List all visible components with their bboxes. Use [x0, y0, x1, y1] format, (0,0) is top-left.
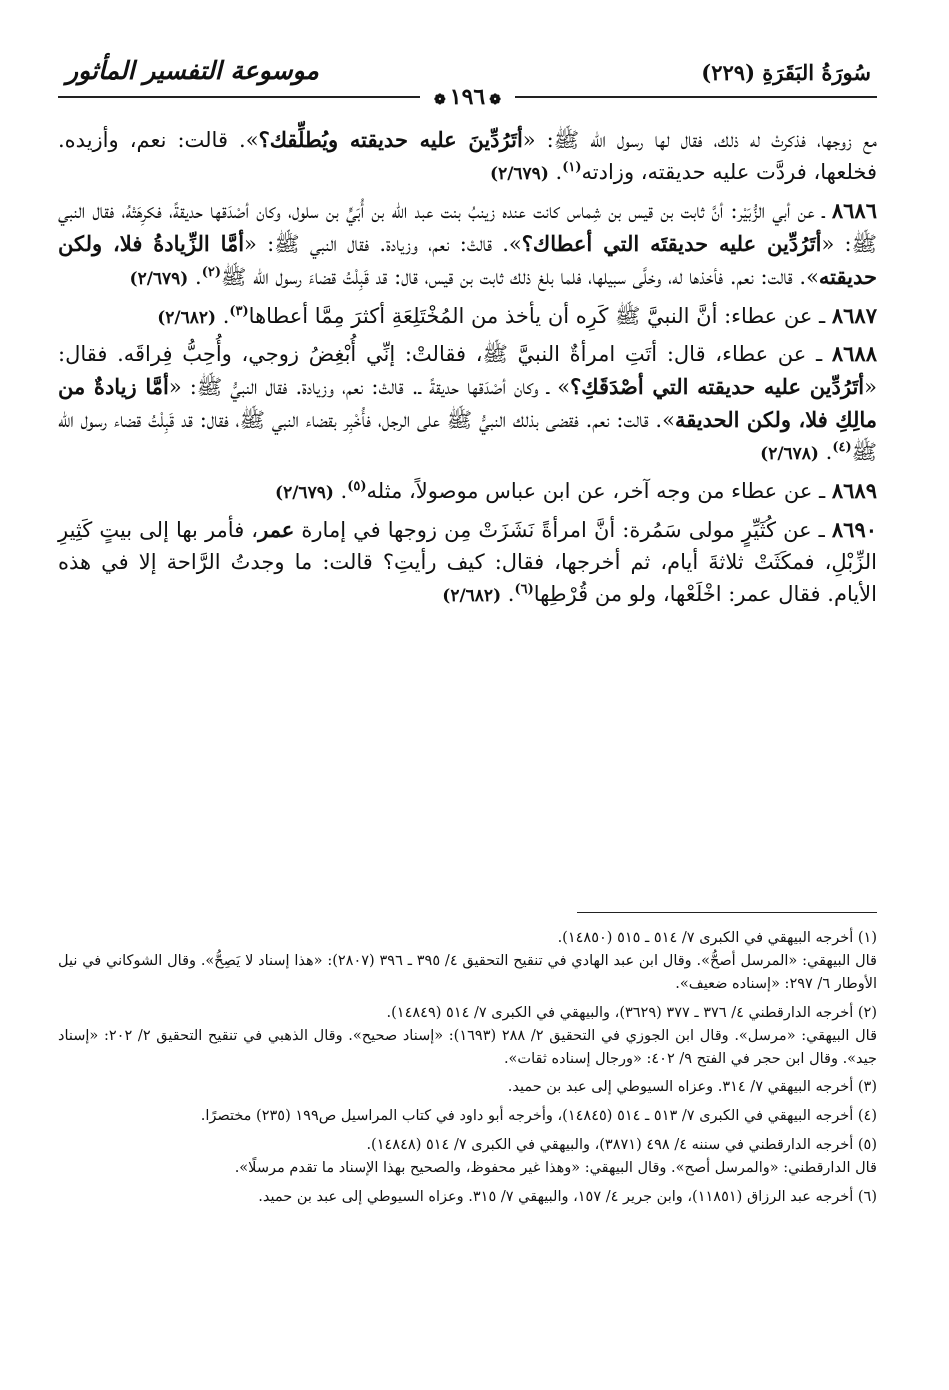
hadith-quote: أمَّا زيادةٌ من مالِكِ فلا، ولكن الحديقة [58, 374, 878, 433]
footnote-line: (٣) أخرجه البيهقي ٧/ ٣١٤. وعزاه السيوطي إلى عبد بن حميد. [507, 1079, 877, 1096]
paragraph-text: . [188, 264, 202, 289]
book-title: موسوعة التفسير المأثور [66, 56, 319, 85]
narration-number: ٨٦٨٦ [831, 197, 877, 223]
paragraph-text: ». قالتْ: نعم، وزيادة. فقال النبي ﷺ: « [244, 231, 522, 256]
page-number-container [58, 84, 877, 110]
footnote-line: (١) أخرجه البيهقي في الكبرى ٧/ ٥١٤ ـ ٥١٥ (١٤٨٥٠). [557, 930, 877, 946]
narration-paragraph [58, 475, 877, 508]
footnote-item [58, 1002, 877, 1071]
paragraph-text: ـ عن أبي الزُّبَيْر: أنَّ ثابت بن قيس بن شِماس كانت عنده زينبُ بنت عبد الله بن أُبَيٍّ بن سلول، وكان أصْدَقها حديقةً، فكرِهَتْهُ، فقال النبي ﷺ: « [58, 198, 878, 256]
cross-reference: (٢/٦٧٩) [129, 268, 189, 289]
footnote-line: قال البيهقي: «المرسل أصحُّ». وقال ابن عبد الهادي في تنقيح التحقيق ٤/ ٣٩٥ ـ ٣٩٦ (٢٨٠٧): «هذا إسناد لا يَصِحُّ». وقال الشوكاني في نيل الأوطار ٦/ ٢٩٧: «إسناده ضعيف». [58, 952, 877, 992]
cross-reference: (٢/٦٧٩) [275, 483, 334, 504]
surah-header: سُورَةُ البَقَرَةِ (٢٢٩) [701, 60, 871, 85]
paragraph-text: ». قالت: نعم، وأزيده. فخلعها، فردَّت عليه حديقته، وزادته [58, 128, 877, 184]
paragraph-text: مع زوجها، فذكرتْ له ذلك، فقال لها رسول الله ﷺ: « [522, 128, 877, 152]
cross-reference: (٢/٦٧٨) [760, 444, 819, 465]
page [58, 50, 877, 1350]
paragraph-text: ». قالت: نعم. فقضى بذلك النبيُّ ﷺ على الرجل، فأُخْبِر بقضاء النبي ﷺ، فقال: قد قَبِلْتُ قضاء رسول الله ﷺ [58, 408, 877, 465]
paragraph-text: ـ عن عطاء من وجه آخر، عن ابن عباس موصولاً، مثله [366, 479, 832, 504]
footnotes-section [58, 912, 877, 1215]
footnote-item [58, 927, 877, 996]
paragraph-text: ». قالت: نعم. فأخذها له، وخلَّى سبيلها، فلما بلغ ذلك ثابت بن قيس، قال: قد قَبِلْتُ قضاءَ رسول الله ﷺ [221, 264, 819, 289]
footnote-line: (٢) أخرجه الدارقطني ٤/ ٣٧٦ ـ ٣٧٧ (٣٦٢٩)، والبيهقي في الكبرى ٧/ ٥١٤ (١٤٨٤٩). [386, 1004, 877, 1021]
footnote-line: (٦) أخرجه عبد الرزاق (١١٨٥١)، وابن جرير ٤/ ١٥٧، والبيهقي ٧/ ٣١٥. وعزاه السيوطي إلى عبد بن حميد. [258, 1189, 877, 1206]
narration-number: ٨٦٩٠ [831, 516, 878, 542]
narration-number: ٨٦٨٩ [831, 478, 877, 504]
page-number: ١٩٦ [449, 84, 486, 110]
hadith-quote: أتَرُدِّين عليه حديقتَه التي أعطاك؟ [521, 230, 822, 256]
footnote-marker: (٣) [229, 303, 249, 319]
footnote-line: (٤) أخرجه البيهقي في الكبرى ٧/ ٥١٣ ـ ٥١٤ (١٤٨٤٥)، وأخرجه أبو داود في كتاب المراسيل ص١٩٩ (٢٣٥) مختصرًا. [200, 1108, 877, 1125]
footnote-item [58, 1134, 877, 1180]
hadith-quote: عمر [258, 516, 295, 542]
hadith-quote: أتَرُدِّين عليه حديقته التي أصْدَقَكِ؟ [570, 374, 865, 400]
paragraph-text: . [548, 159, 563, 184]
narration-paragraph [58, 124, 877, 189]
narration-paragraph [58, 300, 877, 333]
footnote-item [58, 1186, 877, 1209]
footnote-list [58, 927, 877, 1209]
paragraph-text: ـ عن عطاء، قال: أتَتِ امرأةٌ النبيَّ ﷺ، فقالتْ: إنِّي أُبْغِضُ زوجي، وأُحِبُّ فِراقَه. فقال: « [58, 342, 877, 400]
footnote-item [58, 1105, 877, 1128]
main-text [58, 124, 877, 611]
cross-reference: (٢/٦٨٢) [157, 307, 217, 328]
narration-number: ٨٦٨٧ [831, 302, 877, 328]
footnote-marker: (٢) [201, 264, 221, 280]
paragraph-text: . [818, 440, 833, 465]
footnote-item [58, 1076, 877, 1099]
paragraph-text: ـ عن كُثَيِّرٍ مولى سَمُرة: أنَّ امرأةً نَشَزَتْ مِن زوجها في إمارة [294, 517, 832, 542]
footnote-line: قال الدارقطني: «والمرسل أصح». وقال البيهقي: «وهذا غير محفوظ، والصحيح بهذا الإسناد ما تقدم مرسلًا». [234, 1160, 877, 1177]
paragraph-text: ، فأمر بها إلى بيتٍ كَثِيرِ الزِّبْلِ، فمكَثَتْ ثلاثةَ أيام، ثم أخرجها، فقال: كيف رأيتِ؟ قالت: ما وجدتُ الرَّاحة إلا في هذه الأيام. فقال عمر: اخْلَعْها، ولو من قُرْطِها [58, 517, 877, 606]
cross-reference: (٢/٦٧٩) [490, 163, 549, 184]
paragraph-text: » ـ وكان أصْدَقها حديقةً ـ. قالتْ: نعم، وزيادة. فقال النبيُّ ﷺ: « [168, 375, 571, 400]
ornament-icon: ❁ [434, 92, 446, 108]
footnote-marker: (٥) [347, 479, 367, 495]
narration-paragraph [58, 514, 877, 611]
footnote-marker: (٤) [832, 440, 852, 456]
footnote-line: (٥) أخرجه الدارقطني في سننه ٤/ ٤٩٨ (٣٨٧١)، والبيهقي في الكبرى ٧/ ٥١٤ (١٤٨٤٨). [366, 1137, 877, 1154]
narration-paragraph [58, 195, 877, 294]
narration-number: ٨٦٨٨ [831, 341, 877, 367]
paragraph-text: . [333, 479, 348, 504]
paragraph-text: . [216, 303, 230, 328]
ornament-icon: ❁ [489, 92, 501, 108]
hadith-quote: أتَرُدِّينَ عليه حديقته ويُطلِّقك؟ [258, 127, 523, 152]
running-header [58, 50, 877, 112]
footnote-marker: (١) [562, 159, 582, 175]
hadith-quote: أمَّا الزِّيادةُ فلا، ولكن حديقته [58, 230, 877, 289]
narration-paragraph [58, 338, 877, 469]
footnote-divider [577, 912, 877, 913]
cross-reference: (٢/٦٨٢) [442, 585, 502, 606]
footnote-marker: (٦) [514, 581, 534, 597]
page-number-badge [420, 84, 515, 110]
footnote-line: قال البيهقي: «مرسل». وقال ابن الجوزي في التحقيق ٢/ ٢٨٨ (١٦٩٣): «إسناد صحيح». وقال الذهبي في تنقيح التحقيق ٢/ ٢٠٢: «إسناد جيد». وقال ابن حجر في الفتح ٩/ ٤٠٢: «ورجال إسناده ثقات». [58, 1027, 878, 1067]
paragraph-text: ـ عن عطاء: أنَّ النبيَّ ﷺ كَرِه أن يأخذ من المُخْتَلِعَةِ أكثرَ مِمَّا أعطاها [248, 303, 832, 328]
paragraph-text: . [501, 581, 515, 606]
